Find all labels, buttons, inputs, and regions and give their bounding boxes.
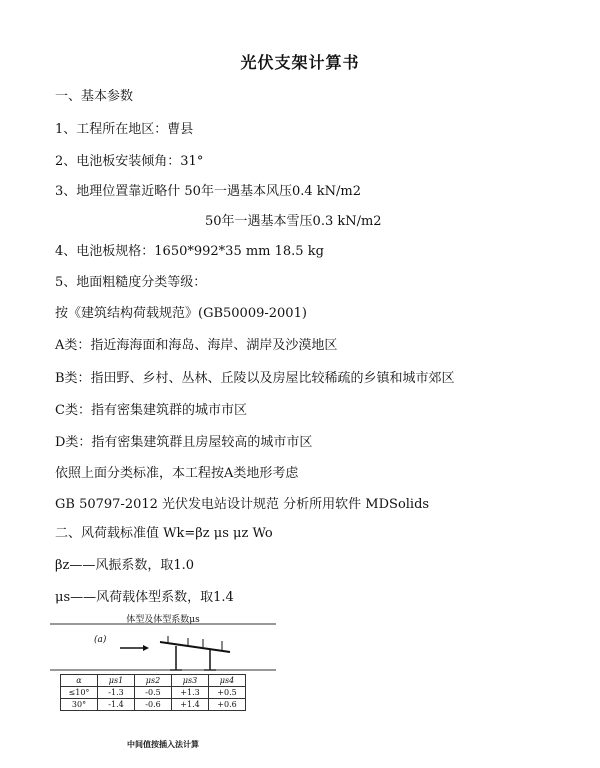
- table-cell: ≤10°: [61, 687, 98, 699]
- section-basic-params: 一、基本参数: [55, 89, 134, 104]
- table-cell: +0.5: [209, 687, 246, 699]
- design-code-software: GB 50797-2012 光伏发电站设计规范 分析所用软件 MDSolids: [55, 497, 430, 512]
- table-cell: 30°: [61, 699, 98, 711]
- table-header-cell: μs1: [98, 675, 135, 687]
- param-wind-pressure: 3、地理位置靠近略什 50年一遇基本风压0.4 kN/m2: [55, 184, 361, 199]
- table-cell: -0.5: [135, 687, 172, 699]
- wind-vibration-coefficient: βz——风振系数，取1.0: [55, 558, 195, 573]
- table-row: [61, 687, 246, 699]
- shape-coefficient: μs——风荷载体型系数，取1.4: [55, 590, 234, 605]
- panel-diagram: [48, 622, 278, 672]
- figure-caption: 体型及体型系数μs: [126, 615, 200, 625]
- param-snow-pressure: 50年一遇基本雪压0.3 kN/m2: [205, 214, 382, 229]
- terrain-class-c: C类：指有密集建筑群的城市市区: [55, 403, 247, 418]
- param-tilt-angle: 2、电池板安装倾角：31°: [55, 154, 204, 169]
- panel-surface: [160, 642, 230, 652]
- table-header-cell: μs3: [172, 675, 209, 687]
- terrain-class-a: A类：指近海海面和海岛、海岸、湖岸及沙漠地区: [55, 338, 338, 353]
- figure-footer: 中间值按插入法计算: [127, 739, 199, 749]
- table-cell: -0.6: [135, 699, 172, 711]
- table-cell: -1.4: [98, 699, 135, 711]
- coefficient-table: [60, 674, 246, 711]
- shape-coefficient-figure: [48, 612, 278, 762]
- table-header-cell: α: [61, 675, 98, 687]
- param-location: 1、工程所在地区：曹县: [55, 122, 194, 137]
- table-cell: +1.4: [172, 699, 209, 711]
- table-header-cell: μs4: [209, 675, 246, 687]
- table-row: [61, 699, 246, 711]
- table-cell: +1.3: [172, 687, 209, 699]
- code-reference: 按《建筑结构荷载规范》(GB50009-2001): [55, 306, 307, 321]
- table-header-row: [61, 675, 246, 687]
- table-cell: +0.6: [209, 699, 246, 711]
- param-roughness: 5、地面粗糙度分类等级：: [55, 275, 207, 290]
- terrain-conclusion: 依照上面分类标准，本工程按A类地形考虑: [55, 466, 299, 481]
- wind-arrow-head: [143, 645, 149, 651]
- table-cell: -1.3: [98, 687, 135, 699]
- page-title: 光伏支架计算书: [240, 53, 360, 72]
- diagram-label: (a): [94, 635, 107, 645]
- section-wind-load: 二、风荷载标准值 Wk=βz μs μz Wo: [55, 526, 273, 541]
- table-header-cell: μs2: [135, 675, 172, 687]
- param-panel-spec: 4、电池板规格：1650*992*35 mm 18.5 kg: [55, 244, 324, 259]
- terrain-class-d: D类：指有密集建筑群且房屋较高的城市市区: [55, 435, 313, 450]
- terrain-class-b: B类：指田野、乡村、丛林、丘陵以及房屋比较稀疏的乡镇和城市郊区: [55, 371, 455, 386]
